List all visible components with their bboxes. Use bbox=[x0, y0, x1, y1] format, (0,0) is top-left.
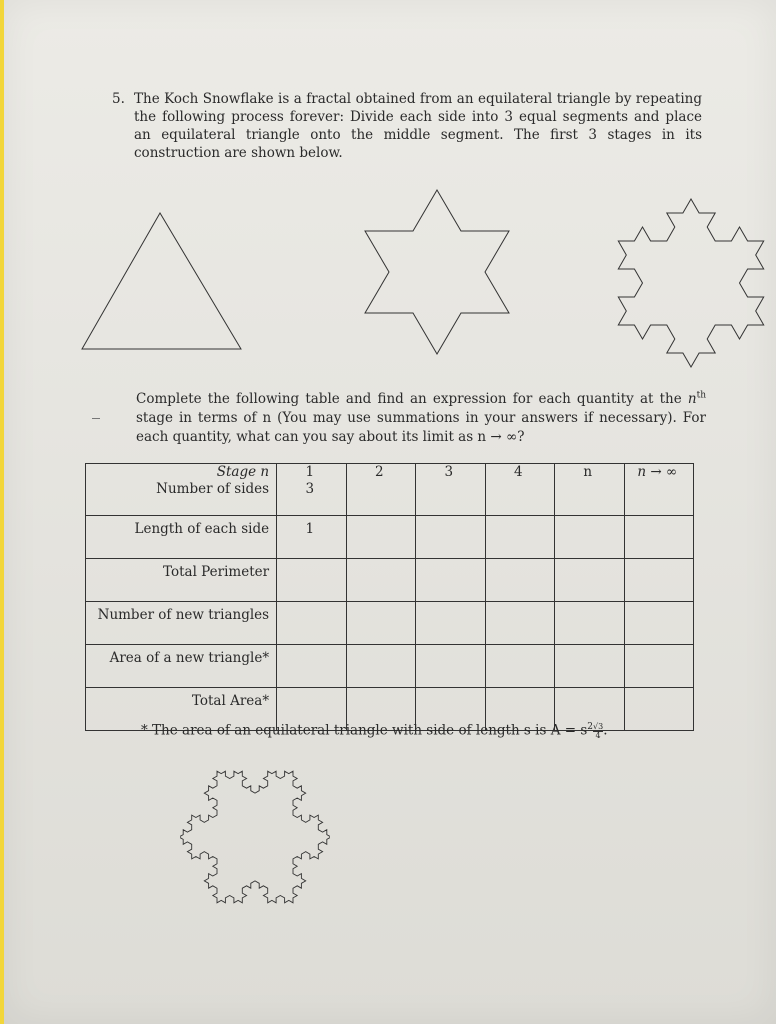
table-cell[interactable] bbox=[485, 559, 554, 602]
table-cell[interactable] bbox=[277, 559, 346, 602]
koch-table bbox=[85, 463, 694, 731]
stage-4-snowflake-figure bbox=[180, 755, 330, 925]
instructions-text: Complete the following table and find an expression for each quantity at the $n^{th}$ stage in terms of n (You may use summations in your answers if necessary). For each quantity, what can you say about its limit as n → ∞? bbox=[136, 390, 706, 445]
col-header: 3 bbox=[416, 464, 485, 482]
table-cell[interactable] bbox=[555, 602, 624, 645]
problem-text: The Koch Snowflake is a fractal obtained from an equilateral triangle by repeating the following process forever: Divide each side into 3 equal segments and place an equilateral triangle onto the middle segment. The first 3 stages in its construction are shown below. bbox=[134, 91, 702, 161]
table-cell[interactable] bbox=[346, 559, 415, 602]
problem-number: 5. bbox=[112, 91, 125, 107]
footnote-exponent: 2 bbox=[587, 722, 593, 732]
table-cell[interactable] bbox=[416, 559, 485, 602]
table-cell[interactable] bbox=[555, 559, 624, 602]
table-cell[interactable] bbox=[555, 516, 624, 559]
area-footnote bbox=[141, 722, 607, 740]
table-cell[interactable] bbox=[346, 645, 415, 688]
worksheet-page bbox=[4, 0, 776, 1024]
col-header: n → ∞ bbox=[624, 464, 694, 482]
table-cell[interactable] bbox=[485, 602, 554, 645]
table-cell[interactable] bbox=[346, 516, 415, 559]
stage-1-triangle bbox=[82, 213, 241, 349]
table-cell[interactable] bbox=[555, 645, 624, 688]
table-cell[interactable] bbox=[416, 602, 485, 645]
row-label: Total Perimeter bbox=[86, 559, 277, 602]
table-cell[interactable] bbox=[555, 481, 624, 516]
table-cell[interactable] bbox=[624, 516, 694, 559]
row-label: Area of a new triangle* bbox=[86, 645, 277, 688]
table-cell[interactable] bbox=[416, 481, 485, 516]
col-header: n bbox=[555, 464, 624, 482]
stage-2-star bbox=[365, 190, 509, 354]
row-label: Number of sides bbox=[86, 481, 277, 516]
table-cell[interactable]: 1 bbox=[277, 516, 346, 559]
table-cell[interactable] bbox=[624, 602, 694, 645]
table-cell[interactable]: 3 bbox=[277, 481, 346, 516]
table-cell[interactable] bbox=[624, 688, 694, 731]
table-cell[interactable] bbox=[277, 602, 346, 645]
row-label: Number of new triangles bbox=[86, 602, 277, 645]
table-cell[interactable] bbox=[277, 645, 346, 688]
table-cell[interactable] bbox=[624, 645, 694, 688]
table-cell[interactable] bbox=[485, 645, 554, 688]
stage-header: Stage n bbox=[86, 464, 277, 482]
table-cell[interactable] bbox=[485, 481, 554, 516]
footnote-text: * The area of an equilateral triangle with side of length s is A = s bbox=[141, 722, 588, 739]
table-cell[interactable] bbox=[624, 559, 694, 602]
koch-stages-figure bbox=[74, 180, 774, 380]
col-header: 1 bbox=[277, 464, 346, 482]
problem-5 bbox=[112, 90, 702, 162]
footnote-period: . bbox=[603, 722, 608, 739]
row-label: Total Area* bbox=[86, 688, 277, 731]
row-label: Length of each side bbox=[86, 516, 277, 559]
table-cell[interactable] bbox=[416, 516, 485, 559]
table-cell[interactable] bbox=[346, 602, 415, 645]
stage-4-snowflake bbox=[180, 771, 330, 903]
footnote-fraction: $\frac{√3}{4}$ bbox=[593, 721, 604, 740]
margin-mark bbox=[92, 418, 100, 419]
table-cell[interactable] bbox=[416, 645, 485, 688]
table-cell[interactable] bbox=[624, 481, 694, 516]
col-header: 2 bbox=[346, 464, 415, 482]
table-cell[interactable] bbox=[346, 481, 415, 516]
instructions bbox=[136, 386, 706, 447]
stage-3-snowflake bbox=[618, 199, 763, 367]
table-cell[interactable] bbox=[485, 516, 554, 559]
col-header: 4 bbox=[485, 464, 554, 482]
